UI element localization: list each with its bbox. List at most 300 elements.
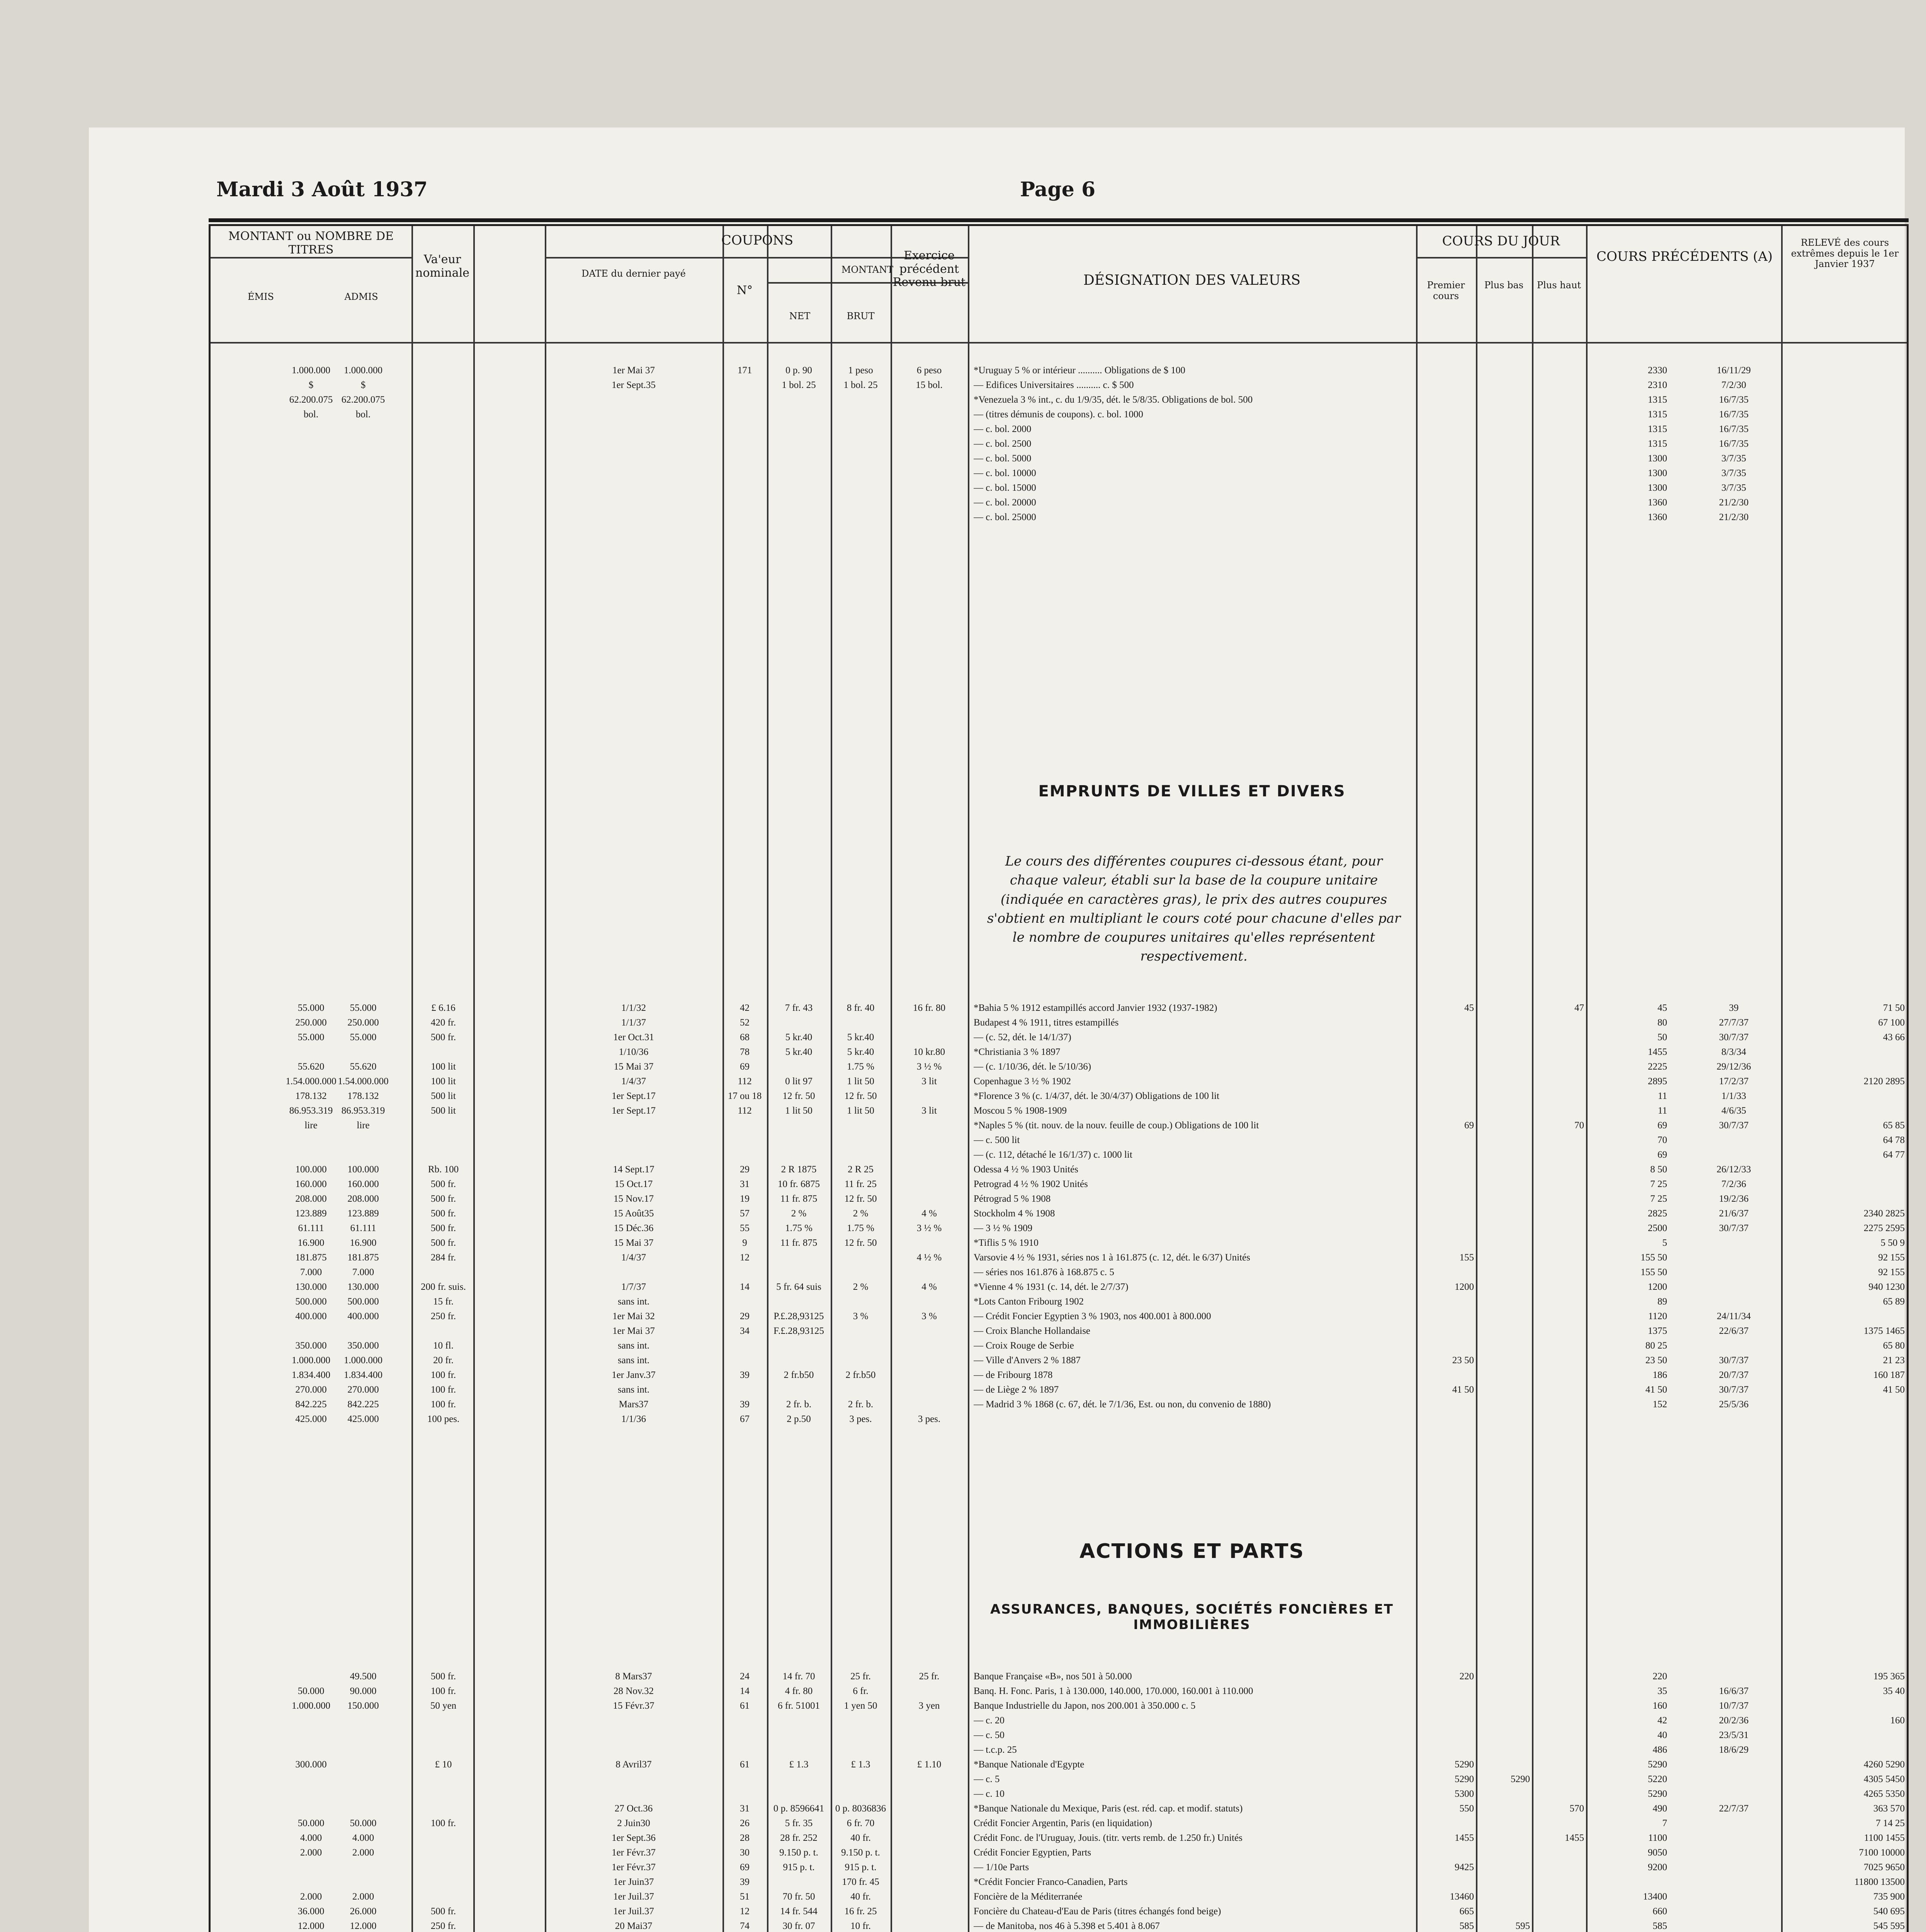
table-row xyxy=(211,1774,1907,1787)
cell-rev: 25 fr. xyxy=(919,1671,940,1682)
hdr-cours-precedents: COURS PRÉCÉDENTS (A) xyxy=(1596,249,1773,264)
cell-rev: 4 ½ % xyxy=(916,1252,942,1263)
cell-date: 15 Nov.17 xyxy=(614,1194,654,1204)
cell-brut: 3 % xyxy=(853,1311,869,1321)
cell-rel1: 21/2/30 xyxy=(1719,512,1749,522)
cell-rev: 3 pes. xyxy=(918,1414,941,1424)
cell-prec: 11 xyxy=(1657,1091,1667,1101)
cell-no: 34 xyxy=(740,1326,750,1336)
cell-rel1: 29/12/36 xyxy=(1717,1061,1751,1072)
cell-date: 1er Janv.37 xyxy=(612,1370,656,1380)
cell-des: Banque Française «B», nos 501 à 50.000 xyxy=(974,1671,1132,1682)
cell-val: £ 10 xyxy=(435,1759,452,1770)
cell-net: 10 fr. 6875 xyxy=(777,1179,820,1189)
cell-prem: 45 xyxy=(1464,1003,1474,1013)
table-row xyxy=(211,1135,1907,1148)
cell-rel2: 1375 1465 xyxy=(1863,1326,1905,1336)
table-row xyxy=(211,439,1907,452)
cell-rev: 3 lit xyxy=(921,1076,937,1087)
cell-brut: £ 1.3 xyxy=(851,1759,870,1770)
cell-haut: 47 xyxy=(1574,1003,1584,1013)
cell-rel2: 160 187 xyxy=(1873,1370,1905,1380)
cell-rev: 3 lit xyxy=(921,1105,937,1116)
cell-val: 20 fr. xyxy=(433,1355,454,1366)
cell-prec: 1120 xyxy=(1648,1311,1667,1321)
cell-no: 67 xyxy=(740,1414,750,1424)
cell-prec: 40 xyxy=(1657,1730,1667,1740)
cell-emis: 500.000 xyxy=(295,1296,327,1307)
cell-val: 500 lit xyxy=(431,1105,456,1116)
page-header xyxy=(216,178,1909,205)
table-row xyxy=(211,1311,1907,1324)
cell-emis: 7.000 xyxy=(300,1267,322,1277)
cell-date: 1/1/37 xyxy=(621,1017,646,1028)
cell-prec: 186 xyxy=(1652,1370,1667,1380)
cell-date: 1er Mai 37 xyxy=(612,365,655,376)
cell-des: — Croix Rouge de Serbie xyxy=(974,1340,1074,1351)
cell-no: 26 xyxy=(740,1818,750,1828)
cell-des: — c. bol. 25000 xyxy=(974,512,1036,522)
cell-admis: 2.000 xyxy=(352,1847,374,1858)
cell-admis: lire xyxy=(357,1120,370,1131)
cell-net: 14 fr. 70 xyxy=(782,1671,815,1682)
cell-rel1: 10/7/37 xyxy=(1719,1701,1749,1711)
cell-admis: 55.000 xyxy=(350,1003,377,1013)
cell-brut: 2 fr. b. xyxy=(848,1399,874,1410)
cell-prec: 8 50 xyxy=(1650,1164,1667,1175)
cell-val: 500 fr. xyxy=(430,1179,456,1189)
cell-brut: 5 kr.40 xyxy=(847,1032,874,1043)
cell-rel1: 16/7/35 xyxy=(1719,409,1749,420)
cell-net: 2 fr.b50 xyxy=(784,1370,814,1380)
cell-net: 5 kr.40 xyxy=(785,1032,813,1043)
hdr-brut: BRUT xyxy=(847,311,875,321)
cell-brut: 170 fr. 45 xyxy=(842,1877,879,1887)
cell-net: 2 p.50 xyxy=(787,1414,811,1424)
cell-rel2: 35 40 xyxy=(1883,1686,1905,1696)
cell-rel2: 92 155 xyxy=(1878,1252,1905,1263)
cell-rel2: 64 77 xyxy=(1883,1150,1905,1160)
cell-prec: 80 25 xyxy=(1645,1340,1667,1351)
cell-date: 1/1/36 xyxy=(621,1414,646,1424)
table-row xyxy=(211,424,1907,437)
cell-prec: 2225 xyxy=(1648,1061,1667,1072)
cell-admis: 7.000 xyxy=(352,1267,374,1277)
hdr-admis: ADMIS xyxy=(344,291,378,302)
cell-rel1: 30/7/37 xyxy=(1719,1120,1749,1131)
cell-rel1: 8/3/34 xyxy=(1721,1047,1746,1057)
cell-des: — c. 5 xyxy=(974,1774,1000,1784)
cell-prec: 585 xyxy=(1652,1921,1667,1931)
cell-net: 1 lit 50 xyxy=(785,1105,813,1116)
cell-emis: 55.620 xyxy=(297,1061,325,1072)
cell-des: *Christiania 3 % 1897 xyxy=(974,1047,1061,1057)
cell-no: 69 xyxy=(740,1061,750,1072)
cell-date: 1/10/36 xyxy=(619,1047,649,1057)
cell-admis: 123.889 xyxy=(347,1208,379,1219)
quotation-table xyxy=(209,224,1909,1932)
cell-date: 15 Févr.37 xyxy=(613,1701,654,1711)
cell-brut: 1 lit 50 xyxy=(847,1105,874,1116)
cell-rel1: 21/6/37 xyxy=(1719,1208,1749,1219)
cell-prec: 69 xyxy=(1657,1150,1667,1160)
cell-rel1: 16/7/35 xyxy=(1719,439,1749,449)
hdr-date-paye: DATE du dernier payé xyxy=(581,268,686,279)
cell-rel2: 43 66 xyxy=(1883,1032,1905,1043)
cell-prec: 1360 xyxy=(1648,512,1667,522)
cell-des: *Tiflis 5 % 1910 xyxy=(974,1238,1039,1248)
cell-admis: 86.953.319 xyxy=(341,1105,385,1116)
cell-no: 31 xyxy=(740,1179,750,1189)
cell-admis: 55.620 xyxy=(350,1061,377,1072)
cell-des: Moscou 5 % 1908-1909 xyxy=(974,1105,1067,1116)
cell-prem: 69 xyxy=(1464,1120,1474,1131)
cell-admis: 250.000 xyxy=(347,1017,379,1028)
cell-emis: 50.000 xyxy=(297,1818,325,1828)
cell-no: 24 xyxy=(740,1671,750,1682)
cell-rel1: 20/2/36 xyxy=(1719,1715,1749,1726)
cell-prem: 41 50 xyxy=(1452,1384,1474,1395)
cell-des: *Crédit Foncier Franco-Canadien, Parts xyxy=(974,1877,1128,1887)
hdr-plus-haut: Plus haut xyxy=(1537,280,1581,291)
cell-prec: 2895 xyxy=(1648,1076,1667,1087)
cell-prec: 1315 xyxy=(1648,439,1667,449)
cell-date: 8 Mars37 xyxy=(615,1671,652,1682)
cell-emis: 4.000 xyxy=(300,1833,322,1843)
cell-rel1: 3/7/35 xyxy=(1721,483,1746,493)
table-row xyxy=(211,1671,1907,1684)
table-row xyxy=(211,1267,1907,1280)
cell-admis: 62.200.075 xyxy=(341,395,385,405)
cell-admis: 55.000 xyxy=(350,1032,377,1043)
cell-no: 14 xyxy=(740,1686,750,1696)
table-row xyxy=(211,380,1907,393)
table-row xyxy=(211,1789,1907,1802)
cell-net: F.£.28,93125 xyxy=(773,1326,824,1336)
cell-val: 100 lit xyxy=(431,1076,456,1087)
cell-prec: 1315 xyxy=(1648,424,1667,434)
cell-rel1: 30/7/37 xyxy=(1719,1032,1749,1043)
cell-no: 29 xyxy=(740,1311,750,1321)
cell-rel2: 2120 2895 xyxy=(1863,1076,1905,1087)
cell-rel2: 363 570 xyxy=(1873,1803,1905,1814)
cell-emis: 130.000 xyxy=(295,1282,327,1292)
cell-date: 27 Oct.36 xyxy=(614,1803,653,1814)
cell-brut: 9.150 p. t. xyxy=(841,1847,880,1858)
hdr-no: N° xyxy=(736,284,753,297)
cell-no: 12 xyxy=(740,1252,750,1263)
hdr-montant-coupon: MONTANT xyxy=(841,264,894,275)
cell-net: 0 p. 90 xyxy=(785,365,812,376)
cell-prem: 1200 xyxy=(1455,1282,1474,1292)
cell-date: 1er Févr.37 xyxy=(612,1847,656,1858)
cell-rev: 4 % xyxy=(921,1208,937,1219)
hdr-montant: MONTANT ou NOMBRE DE TITRES xyxy=(228,230,394,257)
cell-haut: 570 xyxy=(1569,1803,1584,1814)
cell-des: — séries nos 161.876 à 168.875 c. 5 xyxy=(974,1267,1114,1277)
cell-date: 1er Mai 32 xyxy=(612,1311,655,1321)
cell-des: — (c. 52, dét. le 14/1/37) xyxy=(974,1032,1071,1043)
cell-net: 0 lit 97 xyxy=(785,1076,813,1087)
cell-rel1: 16/11/29 xyxy=(1717,365,1751,376)
cell-prec: 2310 xyxy=(1648,380,1667,390)
cell-prec: 69 xyxy=(1657,1120,1667,1131)
cell-prec: 13400 xyxy=(1643,1891,1667,1902)
cell-net: P.£.28,93125 xyxy=(773,1311,824,1321)
cell-emis: 100.000 xyxy=(295,1164,327,1175)
cell-rel1: 39 xyxy=(1729,1003,1739,1013)
table-row xyxy=(211,1326,1907,1339)
cell-brut: 1 peso xyxy=(848,365,873,376)
cell-net: 9.150 p. t. xyxy=(779,1847,818,1858)
cell-emis: 425.000 xyxy=(295,1414,327,1424)
cell-date: 15 Mai 37 xyxy=(614,1061,654,1072)
cell-no: 78 xyxy=(740,1047,750,1057)
table-row xyxy=(211,1194,1907,1207)
cell-val: 100 fr. xyxy=(430,1818,456,1828)
cell-prem: 5290 xyxy=(1455,1759,1474,1770)
cell-prec: 1300 xyxy=(1648,453,1667,464)
cell-rev: 3 % xyxy=(921,1311,937,1321)
cell-prec: 7 25 xyxy=(1650,1179,1667,1189)
cell-date: 1er Juil.37 xyxy=(613,1906,654,1917)
cell-prem: 1455 xyxy=(1455,1833,1474,1843)
cell-emis: 208.000 xyxy=(295,1194,327,1204)
cell-des: — (titres démunis de coupons). c. bol. 1000 xyxy=(974,409,1143,420)
cell-prec: 1300 xyxy=(1648,468,1667,478)
cell-des: — (c. 112, détaché le 16/1/37) c. 1000 lit xyxy=(974,1150,1132,1160)
cell-brut: 11 fr. 25 xyxy=(844,1179,877,1189)
table-row xyxy=(211,1921,1907,1932)
cell-des: *Banque Nationale d'Egypte xyxy=(974,1759,1085,1770)
cell-brut: 12 fr. 50 xyxy=(844,1091,877,1101)
table-row xyxy=(211,1906,1907,1919)
cell-emis: 55.000 xyxy=(297,1032,325,1043)
cell-rev: £ 1.10 xyxy=(917,1759,942,1770)
cell-emis: bol. xyxy=(303,409,319,420)
cell-val: 500 fr. xyxy=(430,1906,456,1917)
cell-prec: 1200 xyxy=(1648,1282,1667,1292)
table-row xyxy=(211,1105,1907,1119)
cell-des: — c. 50 xyxy=(974,1730,1005,1740)
cell-net: 5 fr. 64 suis xyxy=(776,1282,821,1292)
cell-net: 0 p. 8596641 xyxy=(773,1803,824,1814)
cell-admis: 1.000.000 xyxy=(344,1355,382,1366)
cell-prec: 42 xyxy=(1657,1715,1667,1726)
cell-prem: 550 xyxy=(1459,1803,1474,1814)
cell-rel1: 24/11/34 xyxy=(1717,1311,1751,1321)
cell-brut: 0 p. 8036836 xyxy=(835,1803,886,1814)
table-row xyxy=(211,1701,1907,1714)
cell-admis: 130.000 xyxy=(347,1282,379,1292)
cell-val: 200 fr. suis. xyxy=(421,1282,466,1292)
cell-emis: 36.000 xyxy=(297,1906,325,1917)
cell-des: — c. 500 lit xyxy=(974,1135,1020,1145)
cell-rel2: 65 80 xyxy=(1883,1340,1905,1351)
cell-brut: 3 pes. xyxy=(849,1414,872,1424)
cell-net: 2 R 1875 xyxy=(781,1164,817,1175)
cell-prec: 5 xyxy=(1662,1238,1667,1248)
cell-rel2: 4305 5450 xyxy=(1863,1774,1905,1784)
cell-rel2: 2275 2595 xyxy=(1863,1223,1905,1233)
section-assurances: ASSURANCES, BANQUES, SOCIÉTÉS FONCIÈRES ET IMMOBILIÈRES xyxy=(990,1602,1394,1633)
cell-haut: 1455 xyxy=(1565,1833,1584,1843)
cell-brut: 8 fr. 40 xyxy=(847,1003,875,1013)
cell-prec: 11 xyxy=(1657,1105,1667,1116)
cell-rel2: 7025 9650 xyxy=(1863,1862,1905,1872)
cell-val: £ 6.16 xyxy=(431,1003,456,1013)
cell-val: 500 fr. xyxy=(430,1223,456,1233)
cell-rel2: 7100 10000 xyxy=(1859,1847,1905,1858)
cell-emis: 400.000 xyxy=(295,1311,327,1321)
cell-no: 69 xyxy=(740,1862,750,1872)
table-row xyxy=(211,1759,1907,1772)
cell-rel1: 7/2/36 xyxy=(1721,1179,1746,1189)
cell-rev: 3 ½ % xyxy=(916,1061,942,1072)
cell-rel1: 3/7/35 xyxy=(1721,468,1746,478)
table-row xyxy=(211,1384,1907,1398)
cell-prem: 585 xyxy=(1459,1921,1474,1931)
cell-rel1: 21/2/30 xyxy=(1719,497,1749,508)
table-row xyxy=(211,453,1907,466)
table-row xyxy=(211,1076,1907,1089)
cell-rel2: 735 900 xyxy=(1873,1891,1905,1902)
cell-des: — Ville d'Anvers 2 % 1887 xyxy=(974,1355,1081,1366)
cell-emis: $ xyxy=(308,380,314,390)
cell-val: 420 fr. xyxy=(430,1017,456,1028)
cell-emis: 50.000 xyxy=(297,1686,325,1696)
cell-brut: 25 fr. xyxy=(850,1671,871,1682)
cell-des: Varsovie 4 ½ % 1931, séries nos 1 à 161.875 (c. 12, dét. le 6/37) Unités xyxy=(974,1252,1250,1263)
cell-net: 11 fr. 875 xyxy=(780,1194,818,1204)
cell-des: — c. 20 xyxy=(974,1715,1005,1726)
cell-des: *Bahia 5 % 1912 estampillés accord Janvier 1932 (1937-1982) xyxy=(974,1003,1217,1013)
cell-rel2: 1100 1455 xyxy=(1864,1833,1905,1843)
cell-prem: 5300 xyxy=(1455,1789,1474,1799)
cell-rel1: 19/2/36 xyxy=(1719,1194,1749,1204)
table-row xyxy=(211,1047,1907,1060)
cell-brut: 6 fr. xyxy=(853,1686,869,1696)
cell-net: 4 fr. 80 xyxy=(785,1686,813,1696)
cell-val: 50 yen xyxy=(430,1701,457,1711)
cell-date: sans int. xyxy=(618,1340,649,1351)
cell-brut: 2 % xyxy=(853,1208,869,1219)
cell-admis: 100.000 xyxy=(347,1164,379,1175)
cell-emis: 16.900 xyxy=(297,1238,325,1248)
cell-date: 1er Sept.35 xyxy=(612,380,656,390)
cell-net: 11 fr. 875 xyxy=(780,1238,818,1248)
cell-des: — 3 ½ % 1909 xyxy=(974,1223,1033,1233)
cell-rel2: 21 23 xyxy=(1883,1355,1905,1366)
cell-rel1: 1/1/33 xyxy=(1721,1091,1746,1101)
cell-emis: 1.000.000 xyxy=(292,1701,330,1711)
cell-bas: 5290 xyxy=(1511,1774,1530,1784)
cell-val: 100 lit xyxy=(431,1061,456,1072)
cell-date: 28 Nov.32 xyxy=(614,1686,654,1696)
cell-rel1: 25/5/36 xyxy=(1719,1399,1749,1410)
cell-rev: 15 bol. xyxy=(916,380,943,390)
cell-haut: 70 xyxy=(1574,1120,1584,1131)
cell-prec: 89 xyxy=(1657,1296,1667,1307)
cell-des: — c. bol. 10000 xyxy=(974,468,1036,478)
cell-rel1: 16/7/35 xyxy=(1719,395,1749,405)
cell-prem: 13460 xyxy=(1450,1891,1474,1902)
table-row xyxy=(211,1179,1907,1192)
cell-no: 29 xyxy=(740,1164,750,1175)
cell-val: 500 fr. xyxy=(430,1238,456,1248)
cell-prec: 155 50 xyxy=(1640,1252,1667,1263)
cell-prem: 5290 xyxy=(1455,1774,1474,1784)
cell-date: Mars37 xyxy=(619,1399,649,1410)
cell-brut: 16 fr. 25 xyxy=(844,1906,877,1917)
cell-des: — Croix Blanche Hollandaise xyxy=(974,1326,1091,1336)
cell-rev: 10 kr.80 xyxy=(913,1047,945,1057)
hdr-plus-bas: Plus bas xyxy=(1484,280,1524,291)
cell-no: 30 xyxy=(740,1847,750,1858)
cell-brut: 2 R 25 xyxy=(848,1164,874,1175)
table-row xyxy=(211,1252,1907,1265)
table-row xyxy=(211,1414,1907,1427)
table-row xyxy=(211,365,1907,378)
cell-emis: 123.889 xyxy=(295,1208,327,1219)
cell-brut: 1 lit 50 xyxy=(847,1076,874,1087)
cell-emis: 842.225 xyxy=(295,1399,327,1410)
cell-admis: 400.000 xyxy=(347,1311,379,1321)
cell-prec: 1455 xyxy=(1648,1047,1667,1057)
cell-prec: 80 xyxy=(1657,1017,1667,1028)
cell-val: 500 fr. xyxy=(430,1194,456,1204)
cell-prec: 1315 xyxy=(1648,395,1667,405)
cell-des: Foncière de la Méditerranée xyxy=(974,1891,1083,1902)
cell-emis: 12.000 xyxy=(297,1921,325,1931)
hdr-exercice: Exercice précédent Revenu brut xyxy=(892,249,966,289)
cell-rel2: 540 695 xyxy=(1873,1906,1905,1917)
cell-net: 70 fr. 50 xyxy=(782,1891,815,1902)
cell-prec: 160 xyxy=(1652,1701,1667,1711)
cell-rel2: 11800 13500 xyxy=(1854,1877,1905,1887)
cell-prem: 23 50 xyxy=(1452,1355,1474,1366)
cell-date: 15 Oct.17 xyxy=(614,1179,653,1189)
cell-net: 28 fr. 252 xyxy=(780,1833,818,1843)
cell-rel2: 7 14 25 xyxy=(1876,1818,1905,1828)
cell-rel2: 195 365 xyxy=(1873,1671,1905,1682)
cell-no: 31 xyxy=(740,1803,750,1814)
table-row xyxy=(211,1891,1907,1905)
cell-val: 15 fr. xyxy=(433,1296,454,1307)
cell-val: 100 fr. xyxy=(430,1399,456,1410)
cell-emis: 86.953.319 xyxy=(289,1105,333,1116)
hdr-designation: DÉSIGNATION DES VALEURS xyxy=(1083,272,1301,288)
cell-date: 1er Oct.31 xyxy=(613,1032,654,1043)
hdr-emis: ÉMIS xyxy=(247,291,274,302)
cell-rel2: 64 78 xyxy=(1883,1135,1905,1145)
hdr-premier: Premier cours xyxy=(1427,280,1465,301)
cell-brut: 1.75 % xyxy=(847,1223,874,1233)
cell-admis: 160.000 xyxy=(347,1179,379,1189)
cell-des: *Uruguay 5 % or intérieur .......... Obligations de $ 100 xyxy=(974,365,1185,376)
cell-admis: 500.000 xyxy=(347,1296,379,1307)
cell-admis: bol. xyxy=(355,409,371,420)
cell-rel1: 16/6/37 xyxy=(1719,1686,1749,1696)
cell-date: 15 Déc.36 xyxy=(614,1223,654,1233)
cell-des: — Crédit Foncier Egyptien 3 % 1903, nos 400.001 à 800.000 xyxy=(974,1311,1211,1321)
cell-brut: 12 fr. 50 xyxy=(844,1194,877,1204)
cell-admis: 12.000 xyxy=(350,1921,377,1931)
hdr-valeur: Va'eur nominale xyxy=(415,253,469,280)
cell-no: 112 xyxy=(738,1105,752,1116)
cell-prec: 7 25 xyxy=(1650,1194,1667,1204)
table-row xyxy=(211,1340,1907,1354)
